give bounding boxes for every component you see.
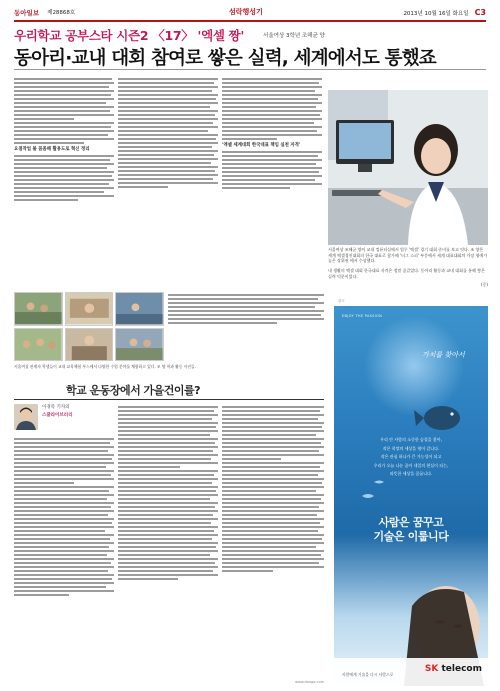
masthead xyxy=(14,6,486,20)
author-avatar xyxy=(14,404,38,430)
body-text-lines xyxy=(14,78,114,144)
masthead-left xyxy=(14,8,75,17)
second-article-column-2 xyxy=(118,404,218,680)
body-text-lines xyxy=(222,406,324,572)
second-article-title: 학교 운동장에서 가을건이를? xyxy=(66,384,201,397)
subhead-1: 요점작업 볼 꼼꼼해 활용도로 혁신 정리 xyxy=(14,147,90,152)
student-photo-illustration xyxy=(328,90,488,245)
author-block xyxy=(14,404,80,418)
ad-headline-line-1: 사람은 꿈꾸고 xyxy=(378,516,444,529)
ad-label: 광고 xyxy=(338,299,345,303)
ad-line: 작은 희망의 세상을 엮어 갑니다. xyxy=(382,445,440,451)
subhead-2: '엑셀 세계대회 한국대표 책임 실천 자격' xyxy=(222,143,301,148)
issue-date: 2013년 10월 16일 화요일 xyxy=(403,11,469,17)
pull-quote xyxy=(328,268,488,288)
article-column-3 xyxy=(222,76,322,268)
page-number: C3 xyxy=(474,8,486,17)
ad-small-title: 가치를 찾아서 xyxy=(422,351,465,359)
ad-line: 따뜻한 세상을 꿈꿉니다. xyxy=(389,471,433,476)
footer-url[interactable]: www.donga.com xyxy=(295,680,324,684)
strip-photo xyxy=(14,292,63,326)
body-text-lines xyxy=(222,151,322,189)
second-article-rule xyxy=(14,399,324,400)
strip-photo xyxy=(115,292,164,326)
ad-line: 우리 안 사람의 소중한 숨결을 찾아, xyxy=(380,437,442,442)
ad-line: 작은 관심 하나가 큰 가능성이 되고 xyxy=(380,454,442,459)
author-name: 이경록 기자의 xyxy=(42,405,70,410)
masthead-rule xyxy=(14,20,486,22)
student-photo xyxy=(328,90,488,245)
body-text-lines xyxy=(222,78,322,140)
sk-telecom-logo[interactable] xyxy=(425,664,482,674)
article-column-1 xyxy=(14,76,114,268)
second-article-column-3 xyxy=(222,404,324,680)
body-text-lines xyxy=(168,294,324,324)
strip-photo xyxy=(115,328,164,362)
ad-footer-slogan: 사람에게 기술을 다시 사람으로 xyxy=(342,672,394,677)
second-article-column-1 xyxy=(14,436,114,680)
ad-body-copy xyxy=(352,436,470,479)
photo-strip xyxy=(14,292,164,361)
ad-headline xyxy=(334,516,488,544)
section-name[interactable]: 섬락행성기 xyxy=(229,8,263,16)
masthead-right xyxy=(403,8,486,17)
strip-photo xyxy=(65,328,114,362)
article-byline: 서울여상 3학년 조해균 양 xyxy=(263,33,325,39)
ad-artwork xyxy=(334,306,488,686)
pull-quote-text: 내 생활의 엑셀 대회 한국대표 자격은 정말 꿈같았다. 동아리 활동과 교내 대회를 통해 쌓은 실력 덕분이었다. xyxy=(328,268,485,279)
ad-tagline-small: ENJOY THE PASSION xyxy=(342,314,382,318)
body-text-lines xyxy=(14,438,114,596)
logo-sk: SK xyxy=(424,664,439,674)
ad-line: 우리가 오늘 나눈 꿈이 내일의 현실이 되는, xyxy=(373,462,449,468)
newspaper-brand[interactable]: 동아일보 xyxy=(14,9,40,17)
body-text-lines xyxy=(118,406,218,580)
sk-telecom-ad[interactable] xyxy=(334,306,488,686)
pull-quote-signature: (중) xyxy=(481,282,488,287)
strip-photo xyxy=(65,292,114,326)
headline-rule xyxy=(14,69,486,70)
strip-caption: 서울여상 관계자 학생들이 교내 교육체험 부스에서 다양한 수업 분야를 체험하고 있다. 조 양 학과 활동 사진들. xyxy=(14,364,196,369)
article-continuation xyxy=(168,292,324,362)
photo-caption: 서울여상 조해균 양이 교내 컴퓨터실에서 업무 '엑셀' 경기 대회 준비를 보고 잇다. 조 양은 세계 엑셀경진대회의 한국 대표로 참가해 '터그 스피' 부문에서 세계 대표대회의 가장 영예가 높은 상위권 에서 수상했다. xyxy=(328,247,488,263)
article-column-2 xyxy=(118,76,218,268)
logo-telecom: telecom xyxy=(441,664,482,674)
issue-number: 제28868호 xyxy=(47,10,76,16)
series-label: 우리학교 공부스타 시즌2 〈17〉 '엑셀 짱' xyxy=(14,28,244,43)
body-text-lines xyxy=(14,155,114,201)
body-text-lines xyxy=(118,78,218,188)
headline: 동아리·교내 대회 참여로 쌓은 실력, 세계에서도 통했죠 xyxy=(14,48,436,69)
strip-photo xyxy=(14,328,63,362)
author-column-title[interactable]: 스쿨라이브러리 xyxy=(42,413,73,418)
ad-headline-line-2: 기술은 이룹니다 xyxy=(373,530,449,543)
